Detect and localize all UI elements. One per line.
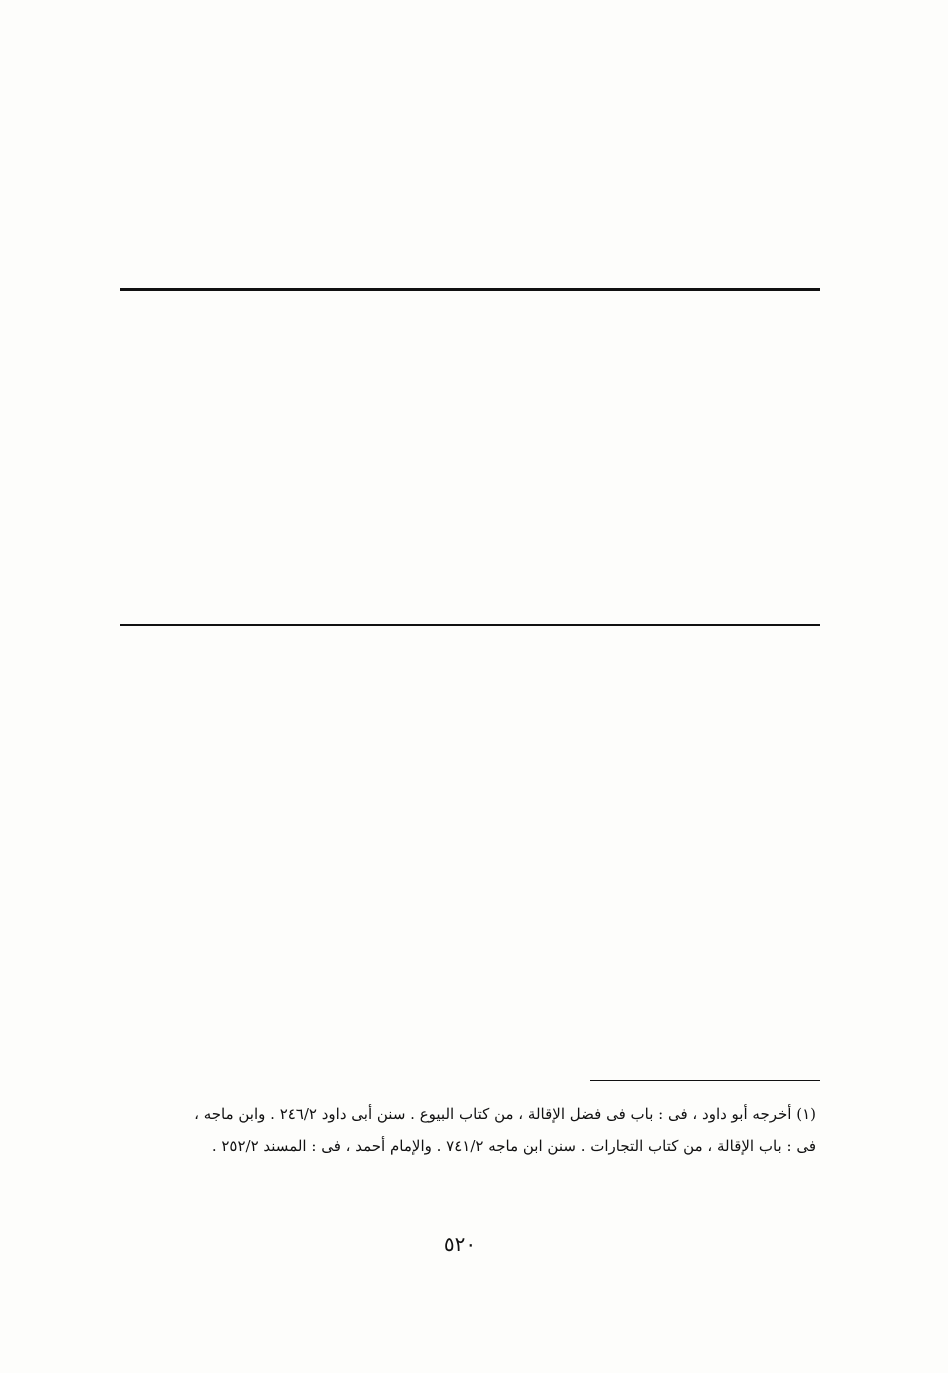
footnote-divider [590, 1080, 820, 1081]
footnote-line: فى : باب الإقالة ، من كتاب التجارات . سنن ابن ماجه ٧٤١/٢ . والإمام أحمد ، فى : المسند ٢٥٢/٢ . [211, 1137, 816, 1155]
section-divider [120, 624, 820, 626]
section-divider-thick [120, 288, 820, 291]
page-number: ٥٢٠ [443, 1232, 477, 1256]
footnote-line: (١) أخرجه أبو داود ، فى : باب فى فضل الإقالة ، من كتاب البيوع . سنن أبى داود ٢٤٦/٢ . وابن ماجه ، [194, 1105, 816, 1123]
footnotes [126, 1098, 816, 1162]
